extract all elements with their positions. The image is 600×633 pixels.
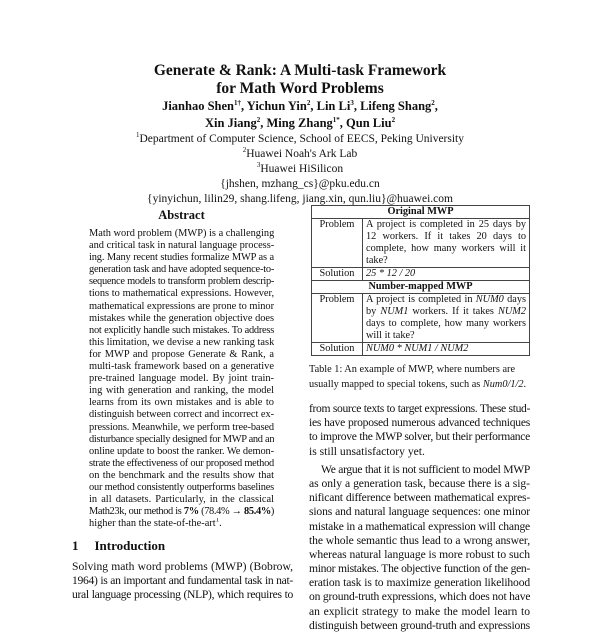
text-line: to improve the MWP solver, but their performance <box>309 430 530 444</box>
text-line: the whole semantic thus lead to a wrong answer, <box>309 533 530 547</box>
text-line: ing with generation and ranking, the model <box>89 385 274 397</box>
text-line: distinguish between ground-truth and expressions <box>309 618 530 632</box>
row-label: Solution <box>312 268 363 281</box>
text-line: and critical task in natural language process- <box>89 240 274 252</box>
row-label: Problem <box>312 219 363 268</box>
text-line: nificant difference between mathematical expres- <box>309 491 530 505</box>
text-line: sions and natural language sequences: one minor <box>309 505 530 519</box>
text-line: mathematical expressions are prone to minor <box>89 300 274 312</box>
text-line: on ground-truth expressions, which does not have <box>309 590 530 604</box>
table-caption: Table 1: An example of MWP, where numbers are usually mapped to special tokens, such as Num0/1/2. <box>309 364 527 390</box>
text-line: for MWP and propose Generate & Rank, a <box>89 348 274 360</box>
table-section-header: Number-mapped MWP <box>312 281 530 294</box>
text-line: whereas natural language is more robust to such <box>309 547 530 561</box>
text-line: tions to mathematical expressions. However, <box>89 288 274 300</box>
right-column <box>309 205 530 633</box>
text-line: Math word problem (MWP) is a challenging <box>89 228 274 239</box>
text-line: 1964) is an important and fundamental task in nat- <box>72 574 293 588</box>
text-line: is still unsatisfactory yet. <box>309 444 425 458</box>
authors-line-1: Jianhao Shen$^{1\dagger}$, Yichun Yin$^2$, Lin Li$^3$, Lifeng Shang$^2$, <box>162 98 438 113</box>
text-line: sequence models to transform problem descrip- <box>89 276 274 288</box>
email-line-1: {jhshen, mzhang_cs}@pku.edu.cn <box>220 178 380 190</box>
text-line: mistakes while the generation objective does <box>89 312 274 324</box>
text-line: our method consistently outperforms baselines <box>89 481 274 493</box>
affiliation-1: $^1$Department of Computer Science, School of EECS, Peking University <box>136 131 464 145</box>
table-1 <box>311 205 530 356</box>
intro-body <box>72 560 293 603</box>
solution-text: NUM0 * NUM1 / NUM2 <box>363 343 530 356</box>
text-line: distinguish between correct and incorrect ex- <box>89 409 274 421</box>
text-line: disturbance specially designed for MWP and an <box>89 433 274 445</box>
text-line: mistake in a mathematical expression will change <box>309 519 530 533</box>
email-line-2: {yinyichun, lilin29, shang.lifeng, jiang.xin, qun.liu}@huawei.com <box>147 193 453 205</box>
paper-title-line-2: for Math Word Problems <box>216 80 384 97</box>
paper-title-line-1: Generate & Rank: A Multi-task Framework <box>153 62 447 79</box>
authors-line-2: Xin Jiang$^2$, Ming Zhang$^{1*}$, Qun Liu$^2$ <box>204 115 396 130</box>
text-line: in all datasets. Particularly, in the classical <box>89 494 274 506</box>
row-label: Solution <box>312 343 363 356</box>
intro-heading: 1 Introduction <box>72 538 166 553</box>
problem-text: A project is completed in NUM0 days by NUM1 workers. If it takes NUM2 days to complete, how many workers will it take? <box>363 294 530 343</box>
text-line: an explicit strategy to make the model learn to <box>309 604 530 618</box>
text-line: minor mistakes. The objective function of the gen- <box>309 562 530 576</box>
text-line: Solving math word problems (MWP) (Bobrow, <box>72 560 293 573</box>
abstract-heading: Abstract <box>158 208 205 222</box>
text-line: this limitation, we devise a new ranking task <box>89 336 274 348</box>
text-line: strate the effectiveness of our proposed method <box>89 457 274 469</box>
table-section-header: Original MWP <box>312 206 530 219</box>
abstract-body <box>89 228 274 530</box>
abstract-line-math23k: Math23k, our method is 7% (78.4% → 85.4%) <box>89 506 274 518</box>
right-paragraph-2 <box>309 463 530 633</box>
text-line: from source texts to target expressions. These stud- <box>309 402 530 415</box>
solution-text: 25 * 12 / 20 <box>363 268 530 281</box>
text-line: ural language processing (NLP), which requires to <box>72 588 293 602</box>
abstract-last-line: higher than the state-of-the-art$^1$. <box>89 518 222 530</box>
right-paragraph-1 <box>309 402 530 459</box>
text-line: generation task and have adopted sequence-to- <box>89 264 274 276</box>
text-line: pre-trained language model. By joint train- <box>89 373 274 385</box>
text-line: not explicitly handle such mistakes. To address <box>89 324 274 336</box>
text-line: learns from its own mistakes and is able to <box>89 397 274 409</box>
text-line: multi-task framework based on a generative <box>89 361 274 373</box>
text-line: as only a generation task, because there is a sig- <box>309 476 530 490</box>
text-line: ing. Many recent studies formalize MWP as a <box>89 252 274 264</box>
text-line: ies have proposed numerous advanced techniques <box>309 416 530 430</box>
row-label: Problem <box>312 294 363 343</box>
text-line: pressions. Meanwhile, we perform tree-based <box>89 421 274 433</box>
text-line: We argue that it is not sufficient to model MWP <box>321 462 530 476</box>
affiliation-3: $^3$Huawei HiSilicon <box>256 161 344 175</box>
problem-text: A project is completed in 25 days by 12 workers. If it takes 20 days to complete, how many workers will it take? <box>363 219 530 268</box>
text-line: on the benchmark and the results show that <box>89 469 274 481</box>
affiliation-2: $^2$Huawei Noah's Ark Lab <box>242 146 358 160</box>
text-line: eration task is to maximize generation likelihood <box>309 576 530 590</box>
text-line: online update to boost the ranker. We demon- <box>89 445 274 457</box>
